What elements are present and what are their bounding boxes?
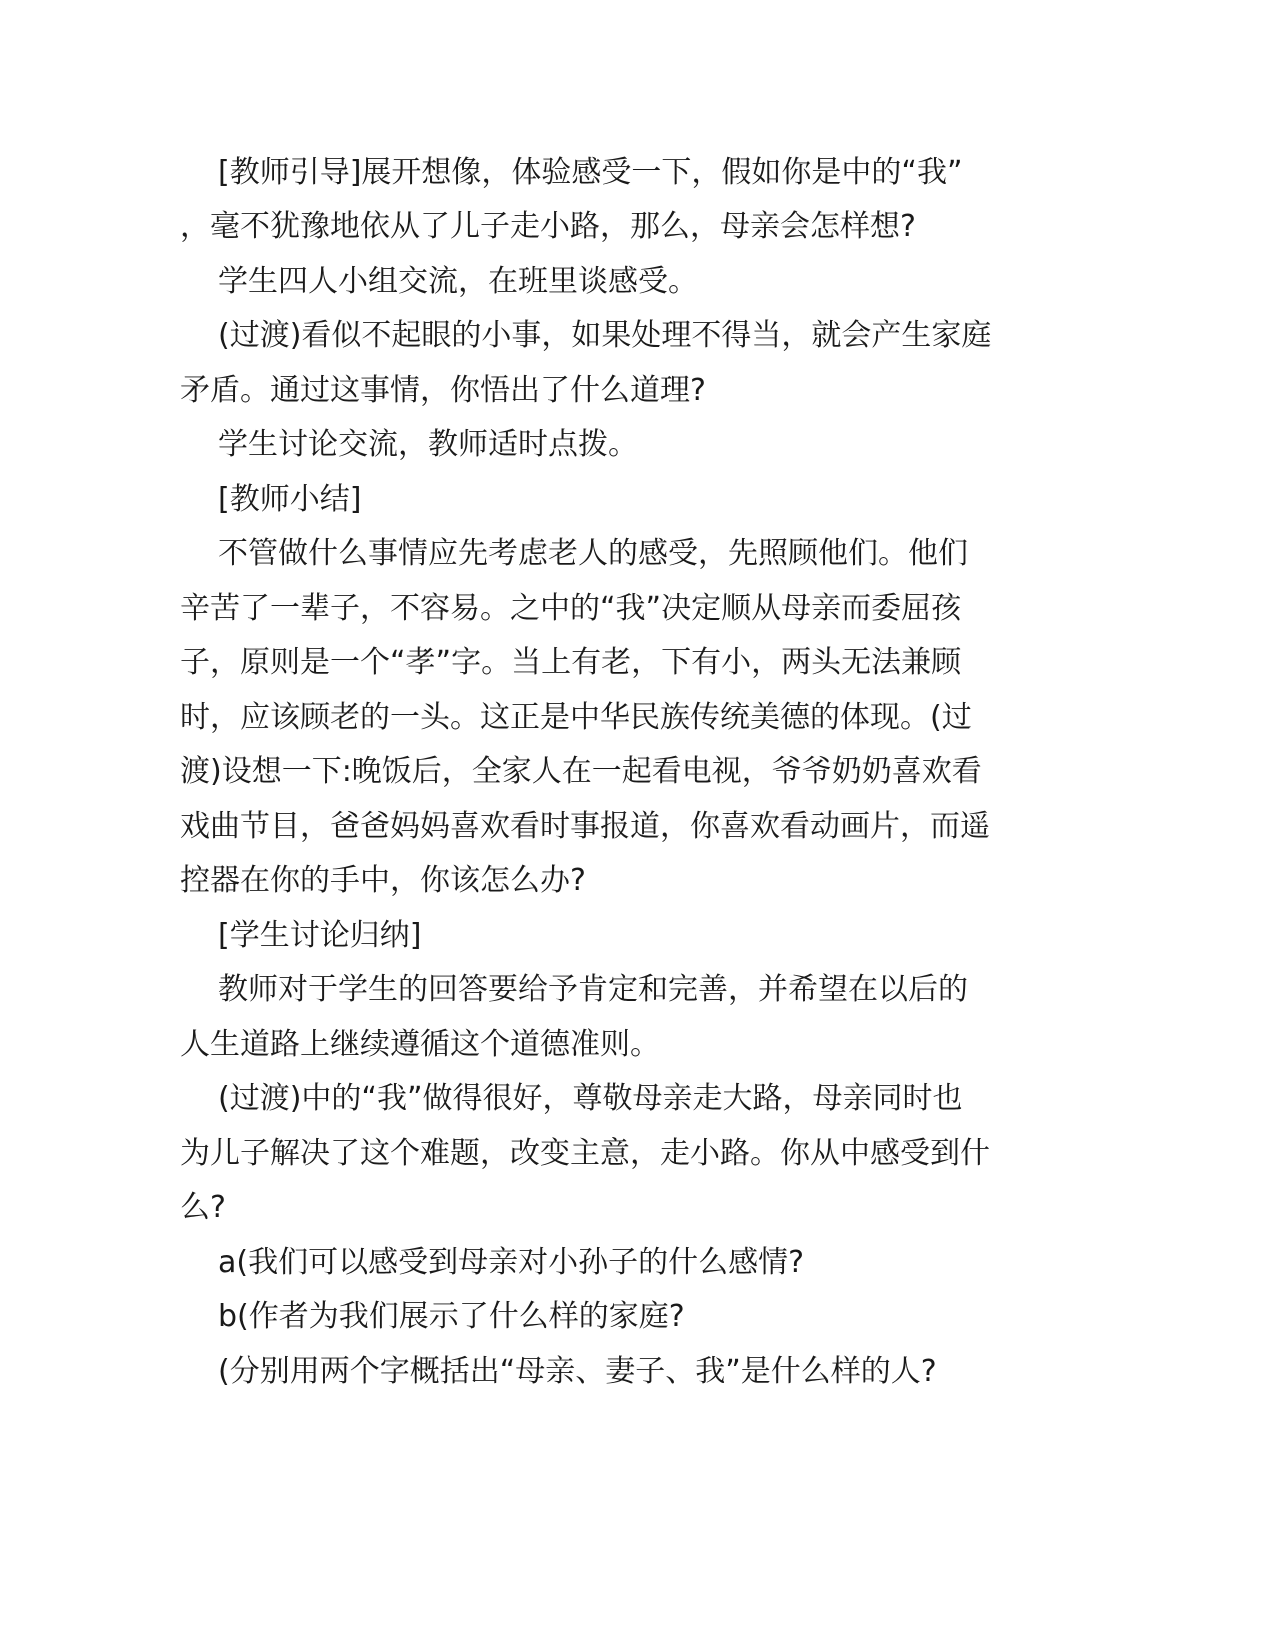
text-line: 时，应该顾老的一头。这正是中华民族传统美德的体现。(过 [180,700,972,735]
text-line: b(作者为我们展示了什么样的家庭? [218,1299,685,1334]
text-line: (过渡)看似不起眼的小事，如果处理不得当，就会产生家庭 [218,318,992,353]
text-line: 控器在你的手中，你该怎么办? [180,863,586,898]
text-line: 人生道路上继续遵循这个道德准则。 [180,1027,660,1062]
text-line: 子，原则是一个“孝”字。当上有老，下有小，两头无法兼顾 [180,645,962,680]
text-line: a(我们可以感受到母亲对小孙子的什么感情? [218,1245,805,1280]
text-line: (过渡)中的“我”做得很好，尊敬母亲走大路，母亲同时也 [218,1081,963,1116]
text-line: [教师引导]展开想像，体验感受一下，假如你是中的“我” [218,155,963,190]
text-line: 么? [180,1190,226,1225]
text-line: (分别用两个字概括出“母亲、妻子、我”是什么样的人? [218,1354,937,1389]
text-line: 学生讨论交流，教师适时点拨。 [218,427,638,462]
text-line: ，毫不犹豫地依从了儿子走小路，那么，母亲会怎样想? [180,209,916,244]
text-line: 矛盾。通过这事情，你悟出了什么道理? [180,373,706,408]
text-line: 教师对于学生的回答要给予肯定和完善，并希望在以后的 [218,972,968,1007]
document-page [180,0,1040,1650]
text-line: 渡)设想一下:晚饭后，全家人在一起看电视，爷爷奶奶喜欢看 [180,754,982,789]
text-line: [教师小结] [218,482,362,517]
text-line: 辛苦了一辈子，不容易。之中的“我”决定顺从母亲而委屈孩 [180,591,962,626]
text-line: 不管做什么事情应先考虑老人的感受，先照顾他们。他们 [218,536,968,571]
text-line: 戏曲节目，爸爸妈妈喜欢看时事报道，你喜欢看动画片，而遥 [180,809,990,844]
text-line: [学生讨论归纳] [218,918,422,953]
text-line: 为儿子解决了这个难题，改变主意，走小路。你从中感受到什 [180,1136,990,1171]
text-line: 学生四人小组交流，在班里谈感受。 [218,264,698,299]
